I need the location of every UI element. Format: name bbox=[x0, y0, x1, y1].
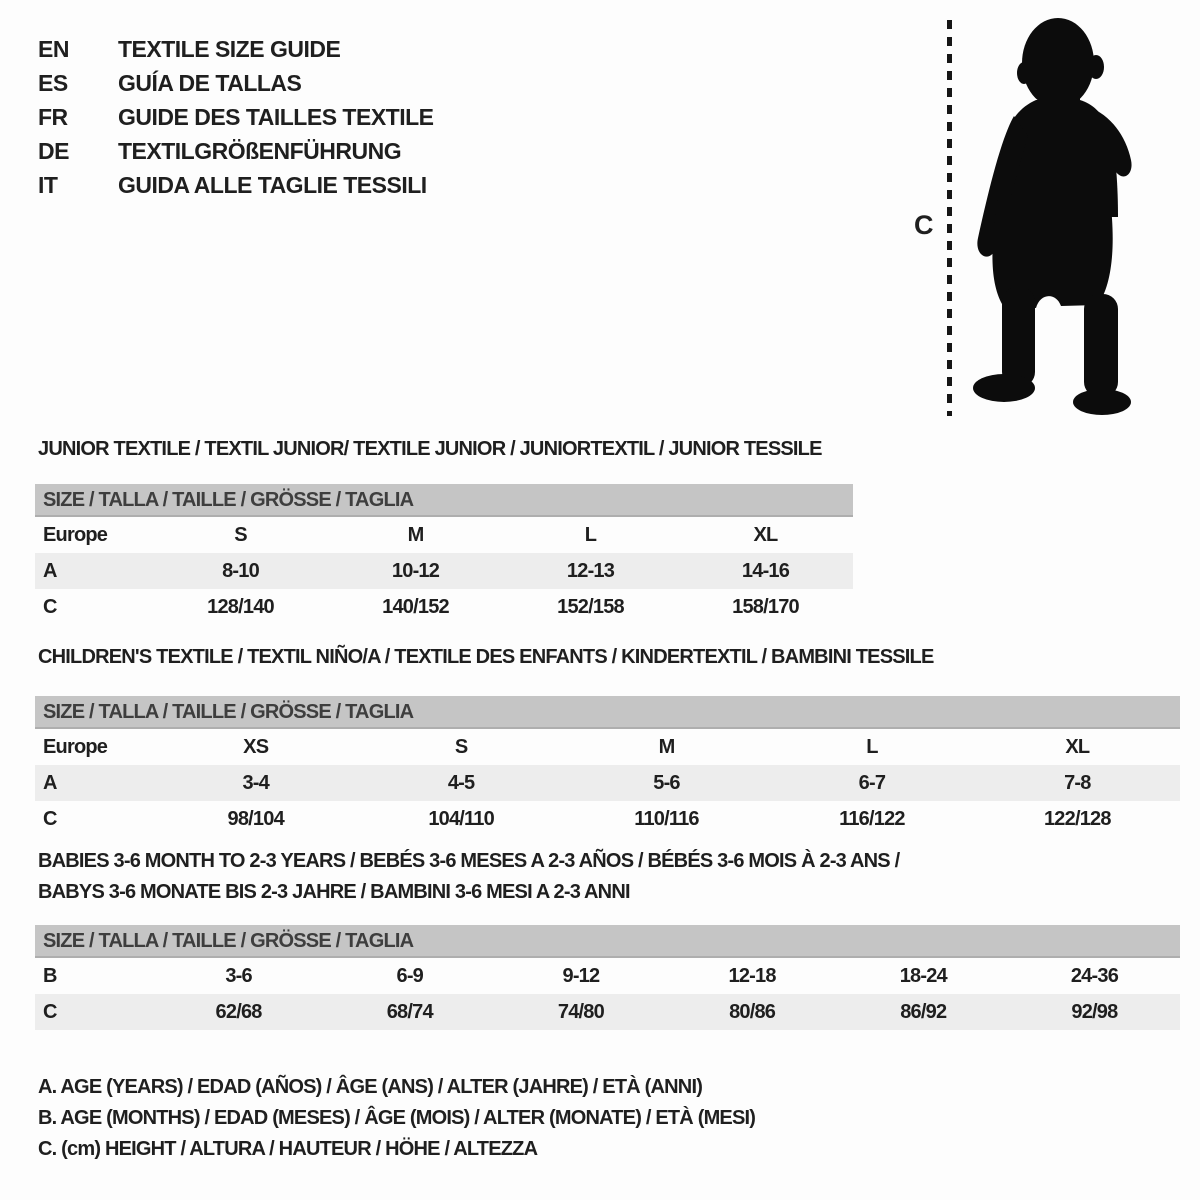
language-code: ES bbox=[38, 69, 68, 96]
row-label: C bbox=[43, 595, 57, 618]
table-cell: 80/86 bbox=[729, 1000, 776, 1023]
table-body bbox=[35, 958, 1180, 1030]
row-label: Europe bbox=[43, 523, 108, 546]
table-cell: 12-13 bbox=[566, 559, 615, 582]
legend-line-b: B. AGE (MONTHS) / EDAD (MESES) / ÂGE (MOIS) / ALTER (MONATE) / ETÀ (MESI) bbox=[38, 1107, 756, 1129]
table-cell: L bbox=[584, 523, 597, 546]
language-row bbox=[38, 168, 434, 202]
row-label: Europe bbox=[43, 735, 108, 758]
size-table-junior bbox=[35, 484, 853, 625]
language-row bbox=[38, 134, 434, 168]
section-title-line: BABIES 3-6 MONTH TO 2-3 YEARS / BEBÉS 3-6 MESES A 2-3 AÑOS / BÉBÉS 3-6 MOIS À 2-3 ANS / bbox=[38, 850, 900, 872]
row-label: C bbox=[43, 807, 57, 830]
section-title-line: JUNIOR TEXTILE / TEXTIL JUNIOR/ TEXTILE JUNIOR / JUNIORTEXTIL / JUNIOR TESSILE bbox=[38, 438, 822, 460]
section-title-line: CHILDREN'S TEXTILE / TEXTIL NIÑO/A / TEXTILE DES ENFANTS / KINDERTEXTIL / BAMBINI TESSILE bbox=[38, 646, 934, 668]
table-cell: 110/116 bbox=[634, 807, 699, 830]
guide-title: GUIDE DES TAILLES TEXTILE bbox=[118, 103, 434, 130]
table-row bbox=[35, 589, 853, 625]
table-cell: 98/104 bbox=[227, 807, 284, 830]
table-cell: S bbox=[454, 735, 468, 758]
language-row bbox=[38, 32, 434, 66]
table-row bbox=[35, 765, 1180, 801]
table-cell: XS bbox=[243, 735, 269, 758]
table-cell: 3-6 bbox=[225, 964, 252, 987]
table-cell: 5-6 bbox=[653, 771, 680, 794]
table-cell: 18-24 bbox=[899, 964, 947, 987]
legend-line-a: A. AGE (YEARS) / EDAD (AÑOS) / ÂGE (ANS) / ALTER (JAHRE) / ETÀ (ANNI) bbox=[38, 1076, 703, 1098]
guide-title: TEXTILGRÖßENFÜHRUNG bbox=[118, 137, 402, 164]
row-label: A bbox=[43, 559, 57, 582]
section-title-babies bbox=[38, 846, 899, 908]
table-cell: 7-8 bbox=[1064, 771, 1091, 794]
table-cell: 12-18 bbox=[728, 964, 776, 987]
height-dashed-line bbox=[947, 20, 952, 416]
table-cell: 104/110 bbox=[428, 807, 494, 830]
language-row bbox=[38, 66, 434, 100]
row-label: B bbox=[43, 964, 57, 987]
table-cell: 158/170 bbox=[732, 595, 799, 618]
table-cell: XL bbox=[1065, 735, 1090, 758]
table-body bbox=[35, 729, 1180, 837]
table-cell: 4-5 bbox=[447, 771, 475, 794]
size-table-babies bbox=[35, 925, 1180, 1030]
table-cell: 8-10 bbox=[222, 559, 259, 582]
table-row bbox=[35, 517, 853, 553]
table-cell: 92/98 bbox=[1071, 1000, 1118, 1023]
table-cell: L bbox=[866, 735, 878, 758]
table-cell: 6-7 bbox=[858, 771, 886, 794]
table-cell: 128/140 bbox=[207, 595, 274, 618]
guide-title: TEXTILE SIZE GUIDE bbox=[118, 35, 341, 62]
table-cell: 3-4 bbox=[242, 771, 269, 794]
row-label: C bbox=[43, 1000, 57, 1023]
language-code: EN bbox=[38, 35, 69, 62]
table-cell: 74/80 bbox=[557, 1000, 604, 1023]
toddler-silhouette-icon bbox=[958, 12, 1148, 417]
table-cell: 24-36 bbox=[1070, 964, 1119, 987]
table-row bbox=[35, 553, 853, 589]
table-row bbox=[35, 729, 1180, 765]
table-cell: 152/158 bbox=[557, 595, 624, 618]
table-cell: 62/68 bbox=[215, 1000, 262, 1023]
table-cell: 9-12 bbox=[562, 964, 600, 987]
table-row bbox=[35, 801, 1180, 837]
table-cell: M bbox=[658, 735, 675, 758]
table-header-bar: SIZE / TALLA / TAILLE / GRÖSSE / TAGLIA bbox=[35, 696, 1180, 729]
section-title-line: BABYS 3-6 MONATE BIS 2-3 JAHRE / BAMBINI 3-6 MESI A 2-3 ANNI bbox=[38, 881, 630, 903]
section-title-junior bbox=[38, 434, 822, 465]
legend-line-c: C. (cm) HEIGHT / ALTURA / HAUTEUR / HÖHE / ALTEZZA bbox=[38, 1138, 538, 1160]
table-body bbox=[35, 517, 853, 625]
table-cell: XL bbox=[753, 523, 778, 546]
table-cell: 86/92 bbox=[900, 1000, 947, 1023]
language-code: IT bbox=[38, 171, 58, 198]
section-title-children bbox=[38, 642, 933, 673]
height-measure-label: C bbox=[914, 210, 934, 240]
table-cell: M bbox=[407, 523, 424, 546]
language-title-list bbox=[38, 32, 434, 202]
language-code: FR bbox=[38, 103, 68, 130]
language-row bbox=[38, 100, 434, 134]
language-code: DE bbox=[38, 137, 69, 164]
table-cell: S bbox=[234, 523, 247, 546]
guide-title: GUÍA DE TALLAS bbox=[118, 69, 302, 96]
size-table-children bbox=[35, 696, 1180, 837]
table-cell: 122/128 bbox=[1043, 807, 1111, 830]
table-cell: 10-12 bbox=[391, 559, 440, 582]
table-row bbox=[35, 958, 1180, 994]
table-cell: 140/152 bbox=[382, 595, 449, 618]
table-cell: 14-16 bbox=[741, 559, 790, 582]
table-cell: 6-9 bbox=[396, 964, 424, 987]
guide-title: GUIDA ALLE TAGLIE TESSILI bbox=[118, 171, 427, 198]
table-cell: 68/74 bbox=[386, 1000, 433, 1023]
table-row bbox=[35, 994, 1180, 1030]
table-header-bar: SIZE / TALLA / TAILLE / GRÖSSE / TAGLIA bbox=[35, 484, 853, 517]
row-label: A bbox=[43, 771, 57, 794]
table-cell: 116/122 bbox=[839, 807, 905, 830]
table-header-bar: SIZE / TALLA / TAILLE / GRÖSSE / TAGLIA bbox=[35, 925, 1180, 958]
measurement-legend bbox=[38, 1072, 755, 1165]
